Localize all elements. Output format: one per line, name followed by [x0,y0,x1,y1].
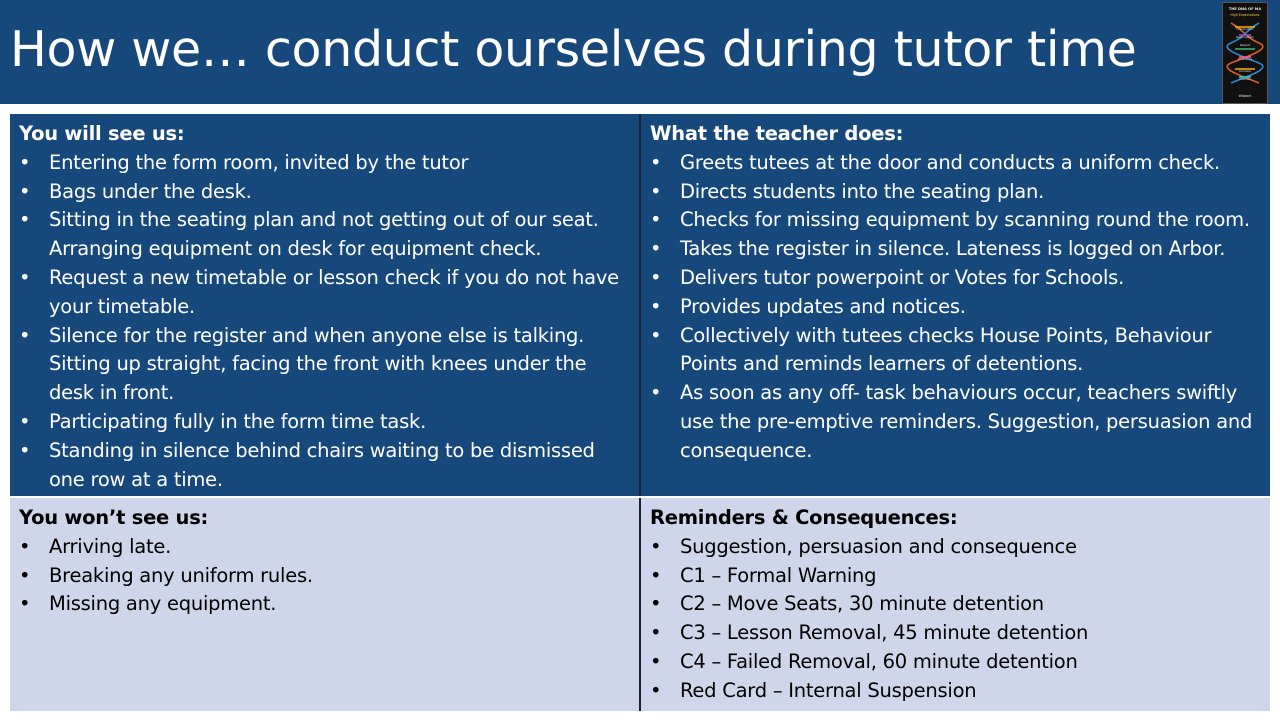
svg-text:Responsibility: Responsibility [1236,36,1254,39]
list-item: • C3 – Lesson Removal, 45 minute detention [650,619,1262,648]
svg-text:THE DNA OF MA: THE DNA OF MA [1228,7,1262,11]
list-item: • Suggestion, persuasion and consequence [650,533,1262,562]
list-item: • Greets tutees at the door and conducts a uniform check. [650,149,1262,178]
svg-text:Wisdom: Wisdom [1238,94,1252,98]
list-item: • Directs students into the seating plan. [650,178,1262,207]
list-item: • Checks for missing equipment by scanning round the room. [650,206,1262,235]
conduct-table [10,114,1270,711]
bullet-list [650,149,1262,466]
panel-heading: What the teacher does: [650,122,904,145]
list-item: • Red Card – Internal Suspension [650,677,1262,706]
row-divider [10,496,1270,498]
panel-you-wont-see-us [10,498,639,711]
bullet-list [650,533,1262,706]
list-item: • Provides updates and notices. [650,293,1262,322]
list-item: • Takes the register in silence. Lateness is logged on Arbor. [650,235,1262,264]
list-item: • Request a new timetable or lesson check if you do not have your timetable. [19,264,631,322]
dna-of-ma-logo-icon [1222,2,1268,104]
list-item: • Standing in silence behind chairs waiting to be dismissed one row at a time. [19,437,631,495]
list-item: • Silence for the register and when anyone else is talking. Sitting up straight, facing the front with knees under the desk in front. [19,322,631,408]
panel-heading: Reminders & Consequences: [650,506,958,529]
panel-heading: You won’t see us: [19,506,209,529]
column-divider [639,114,641,711]
list-item: • Collectively with tutees checks House Points, Behaviour Points and reminds learners of detentions. [650,322,1262,380]
list-item: • Breaking any uniform rules. [19,562,631,591]
svg-text:Collaboration: Collaboration [1236,28,1254,31]
list-item: • C2 – Move Seats, 30 minute detention [650,590,1262,619]
list-item: • Participating fully in the form time task. [19,408,631,437]
svg-text:Respect: Respect [1239,44,1251,47]
svg-text:Ambition: Ambition [1239,78,1251,81]
list-item: • C1 – Formal Warning [650,562,1262,591]
list-item: • Entering the form room, invited by the tutor [19,149,631,178]
bullet-list [19,149,631,495]
slide-title: How we… conduct ourselves during tutor time [10,21,1137,78]
svg-text:Excellence: Excellence [1238,58,1252,61]
panel-heading: You will see us: [19,122,185,145]
list-item: • Delivers tutor powerpoint or Votes for Schools. [650,264,1262,293]
svg-text:Kindness: Kindness [1239,70,1251,73]
list-item: • Sitting in the seating plan and not getting out of our seat. Arranging equipment on desk for equipment check. [19,206,631,264]
list-item: • Arriving late. [19,533,631,562]
svg-text:High Expectations: High Expectations [1230,13,1260,17]
panel-what-the-teacher-does [641,114,1270,496]
list-item: • As soon as any off- task behaviours occur, teachers swiftly use the pre-emptive reminders. Suggestion, persuasion and consequence. [650,379,1262,465]
list-item: • Missing any equipment. [19,590,631,619]
bullet-list [19,533,631,619]
list-item: • C4 – Failed Removal, 60 minute detention [650,648,1262,677]
panel-reminders-consequences [641,498,1270,711]
panel-you-will-see-us [10,114,639,496]
title-bar [0,0,1280,104]
list-item: • Bags under the desk. [19,178,631,207]
